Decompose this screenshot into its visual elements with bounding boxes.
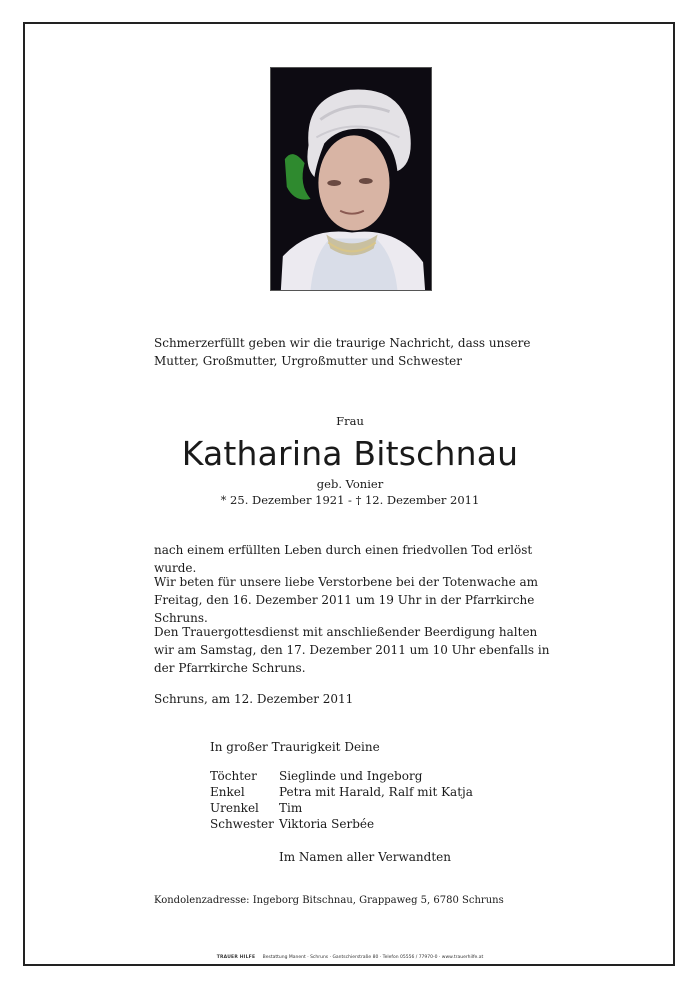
paragraph-peaceful-death: nach einem erfüllten Leben durch einen friedvollen Tod erlöst wurde. — [154, 543, 533, 575]
mourners-list — [210, 768, 473, 832]
mourner-names: Viktoria Serbée — [279, 817, 375, 831]
mourners-intro: In großer Traurigkeit Deine — [210, 740, 380, 754]
mourner-relation: Urenkel — [210, 801, 259, 815]
mourner-names: Sieglinde und Ingeborg — [279, 769, 423, 783]
mourner-row — [210, 768, 473, 784]
title-frau: Frau — [336, 414, 364, 428]
portrait-photo — [270, 67, 432, 291]
place-date: Schruns, am 12. Dezember 2011 — [154, 692, 354, 706]
mourner-row — [210, 816, 473, 832]
paragraph-funeral: Den Trauergottesdienst mit anschließender Beerdigung halten wir am Samstag, den 17. Dezember 2011 um 10 Uhr ebenfalls in der Pfarrkirche Schruns. — [154, 625, 550, 675]
relatives-signature: Im Namen aller Verwandten — [279, 850, 451, 864]
deceased-name: Katharina Bitschnau — [181, 434, 519, 473]
mourner-row — [210, 784, 473, 800]
footer — [0, 955, 700, 960]
mourner-relation: Enkel — [210, 785, 245, 799]
intro-text: Schmerzerfüllt geben wir die traurige Nachricht, dass unsere Mutter, Großmutter, Urgroßmutter und Schwester — [154, 336, 531, 368]
birth-name: geb. Vonier — [316, 477, 384, 491]
paragraph-vigil: Wir beten für unsere liebe Verstorbene bei der Totenwache am Freitag, den 16. Dezember 2011 um 19 Uhr in der Pfarrkirche Schruns. — [154, 575, 539, 625]
life-dates: * 25. Dezember 1921 - † 12. Dezember 2011 — [220, 493, 480, 507]
portrait-image — [271, 68, 431, 290]
mourner-names: Petra mit Harald, Ralf mit Katja — [279, 785, 473, 799]
mourner-row — [210, 800, 473, 816]
mourner-relation: Töchter — [210, 769, 257, 783]
mourner-relation: Schwester — [210, 817, 274, 831]
footer-details: Bestattung Manent · Schruns · Gantschierstraße 80 · Telefon 05556 / 77970-0 · www.trauerhilfe.at — [262, 955, 484, 960]
condolence-address: Kondolenzadresse: Ingeborg Bitschnau, Grappaweg 5, 6780 Schruns — [154, 895, 504, 906]
mourner-names: Tim — [279, 801, 303, 815]
footer-brand: TRAUER HILFE — [216, 955, 256, 960]
